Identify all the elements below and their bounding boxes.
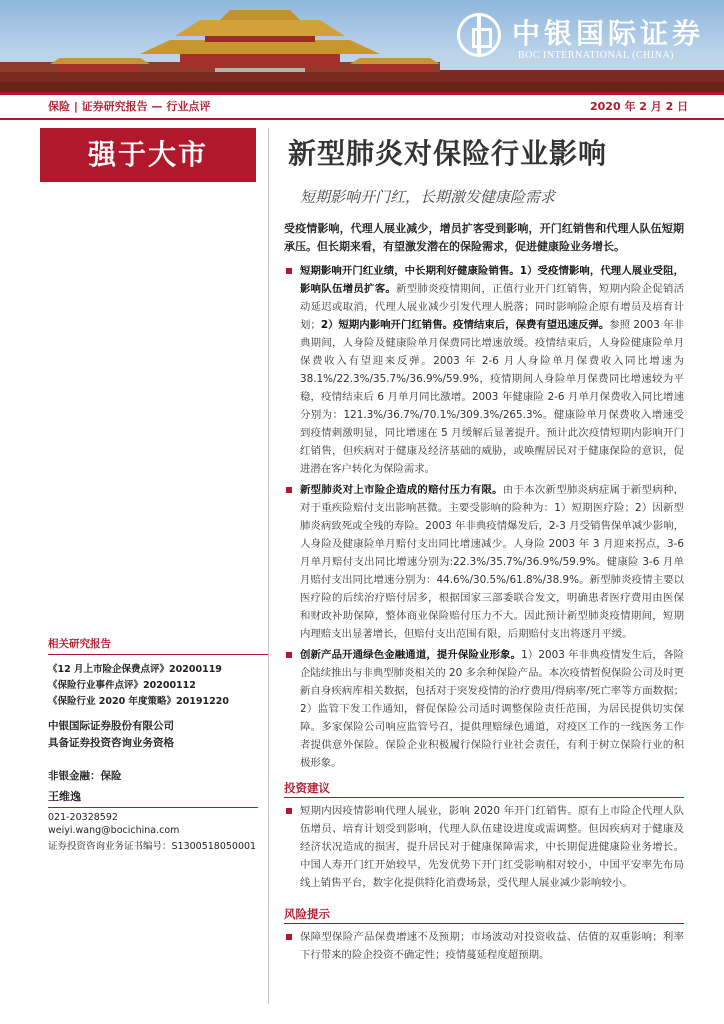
analyst-phone: 021-20328592 [48,812,118,823]
related-rule [48,654,268,655]
bullet-text: 1）2003 年非典疫情发生后，各险企陆续推出与非典型肺炎相关的 20 多余种保险产品。本次疫情暂倪保险公司及时更新自身疾病库相关数据，包括对于突发疫情的治疗费用/得病率/死亡率等方面数据；2）监管下发工作通知，督促保险公司适时调整保险责任范围，为居民提供切实保障。多家保险公司响应监管号召，提供理赔绿色通道，对疫区工作的一线医务工作者提供意外保险。保险企业积极履行保险行业社会责任，有利于树立保险行业的积极形象。 [300,649,685,769]
analyst-email[interactable]: weiyi.wang@bocichina.com [48,825,180,836]
company-info [48,716,268,752]
invest-text: 短期内因疫情影响代理人展业，影响 2020 年开门红销售。原有上市险企代理人队伍增员、培育计划受到影响，代理人队伍建设进度或需调整。但因疾病对于健康及经济状况造成的损害，提升居民对于健康保障需求，中长期促进健康险业务增长。中国人寿开门红开始较早，先发优势下开门红受影响相对较小，中国平安率先布局线上销售平台，数字化提供特化消费场景，受代理人展业减少影响较小。 [284,802,684,892]
risk-section [284,928,684,967]
analyst-rule [48,807,258,808]
column-divider [268,128,269,1004]
rating-badge: 强于大市 [40,128,256,182]
bullet-point [284,481,684,643]
breadcrumb: 保险 | 证券研究报告 — 行业点评 [48,100,211,113]
bullet-text: 新型肺炎疫情期间，正值行业开门红销售，短期内险企促销活动延迟或取消，代理人展业减少引发代理人脱落；同时影响险企原有增员及培育计划； [300,283,685,331]
company-qualification: 具备证券投资咨询业务资格 [48,737,174,749]
logo-chinese-name: 中银国际证券 [512,17,705,50]
bullet-lead: 创新产品开通绿色金融通道，提升保险业形象。 [300,649,522,661]
report-date: 2020 年 2 月 2 日 [590,100,689,113]
company-name: 中银国际证券股份有限公司 [48,720,174,732]
report-subtitle: 短期影响开门红，长期激发健康险需求 [300,188,556,206]
bullet-point [284,262,684,478]
related-reports [48,636,268,709]
report-title: 新型肺炎对保险行业影响 [288,137,608,170]
analyst-name: 王维逸 [48,790,81,803]
related-item[interactable]: 《保险行业事件点评》20200112 [48,680,196,691]
sector-info [48,766,268,785]
bullet-text: 参照 2003 年非典期间，人身险及健康险单月保费同比增速放缓。疫情结束后，人身险健康险单月保费收入有望迎来反弹。2003 年 2-6 月人身险单月保费收入同比增速为 38.1%/22.3%/35.7%/36.9%/59.9%，疫情期间人身险单月保费同比增速较为平稳，疫情结束后 6 月单月同比激增。2003 年健康险 2-6 月单月保费收入同比增速分别为：121.3%/36.7%/70.1%/309.3%/265.3%。健康险单月保费收入增速受到疫情刺激明显，同比增速在 5 月缓解后显著提升。预计此次疫情短期内影响开门红销售，但疾病对于健康及经济基础的威胁，或唤醒居民对于健康保险的意识，促进潜在客户转化为保险需求。 [300,319,684,475]
related-item[interactable]: 《保险行业 2020 年度策略》20191220 [48,696,229,707]
company-logo [452,8,722,78]
analyst-cert: 证券投资咨询业务证书编号：S1300518050001 [48,841,257,852]
report-abstract: 受疫情影响，代理人展业减少，增员扩客受到影响，开门红销售和代理人队伍短期承压。但长期来看，有望激发潜在的保险需求，促进健康险业务增长。 [284,222,684,253]
risk-rule [284,923,684,924]
risk-text: 保障型保险产品保费增速不及预期；市场波动对投资收益、估值的双重影响；利率下行带来的险企投资不确定性；疫情蔓延程度超预期。 [284,928,684,964]
bullet-lead: 短期影响开门红业绩，中长期利好健康险销售。1）受疫情影响，代理人展业受阻，影响队伍增员扩客。 [300,265,684,295]
related-item[interactable]: 《12 月上市险企保费点评》20200119 [48,664,222,675]
analyst-info [48,786,268,854]
invest-section [284,802,684,895]
bullet-lead: 新型肺炎对上市险企造成的赔付压力有限。 [300,484,503,496]
risk-heading: 风险提示 [284,907,330,921]
related-title: 相关研究报告 [48,638,111,650]
boc-logo-icon [457,13,501,57]
logo-english-name: BOC INTERNATIONAL (CHINA) [518,50,675,61]
header-banner [0,0,724,92]
invest-rule [284,797,684,798]
sector-label: 非银金融：保险 [48,770,122,782]
bullet-text: 由于本次新型肺炎病症属于新型病种，对于重疾险赔付支出影响甚微。主要受影响的险种为：1）短期医疗险；2）因新型肺炎病致死或全残的寿险。2003 年非典疫情爆发后，2-3 月受销售保单减少影响，人身险及健康险单月赔付支出同比增速减少。人身险 2003 年 3 月迎来拐点，3-6 月单月赔付支出同比增速分别为:22.3%/35.7%/36.9%/59.9%。健康险 3-6 月单月赔付支出同比增速分别为：44.6%/30.5%/61.8%/38.9%。新型肺炎疫情主要以医疗险的后续治疗赔付居多，根据国家三部委联合发文，明确患者医疗费用由医保和财政补助保障，整体商业保险赔付压力不大。因此预计新型肺炎疫情期间，短期内理赔支出显著增长，但赔付支出范围有限，后期赔付支出将逐月平缓。 [300,484,685,640]
invest-heading: 投资建议 [284,781,330,795]
key-points [284,262,684,775]
bullet-point [284,646,684,772]
bullet-lead: 2）短期内影响开门红销售。疫情结束后，保费有望迅速反弹。 [320,319,610,331]
